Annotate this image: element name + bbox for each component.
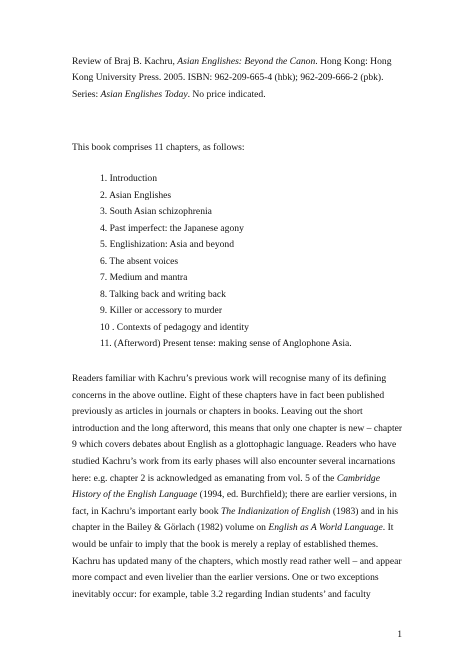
body-line [72, 471, 412, 488]
chapter-item: 9. Killer or accessory to murder [100, 305, 223, 316]
body-line: Readers familiar with Kachru’s previous work will recognise many of its defining [72, 373, 387, 384]
page-number: 1 [397, 629, 402, 640]
citation-line-1 [72, 54, 412, 70]
chapter-list [100, 171, 352, 353]
body-line: studied Kachru’s work from its early phases will also encounter several incarnations [72, 455, 396, 467]
citation-author: Review of Braj B. Kachru, [72, 56, 178, 67]
price-note: . No price indicated. [187, 88, 266, 100]
body-text-segment: fact, in Kachru’s important early book [72, 505, 221, 517]
body-line [72, 504, 412, 521]
chapter-item: 8. Talking back and writing back [100, 288, 226, 300]
body-line: concerns in the above outline. Eight of these chapters have in fact been published [72, 389, 385, 401]
chapter-item: 11. (Afterword) Present tense: making sense of Anglophone Asia. [100, 338, 352, 349]
series-title: Asian Englishes Today [100, 88, 188, 100]
chapter-item: 5. Englishization: Asia and beyond [100, 239, 235, 250]
body-text-segment: chapter in the Bailey & Görlach (1982) volume on [72, 522, 269, 534]
chapter-item: 1. Introduction [100, 173, 158, 184]
chapter-item: 3. South Asian schizophrenia [100, 206, 212, 217]
citation-publisher-start: . Hong Kong: Hong [315, 56, 392, 67]
body-text-segment: here: e.g. chapter 2 is acknowledged as emanating from vol. 5 of the [72, 472, 337, 484]
chapter-item: 4. Past imperfect: the Japanese agony [100, 222, 244, 234]
citation-line-2: Kong University Press. 2005. ISBN: 962-209-665-4 (hbk); 962-209-666-2 (pbk). [72, 72, 384, 84]
body-line: Kachru has updated many of the chapters, which mostly read rather well – and appear [72, 555, 402, 567]
body-line: previously as articles in journals or chapters in books. Leaving out the short [72, 406, 363, 418]
body-line: 9 which covers debates about English as a glottophagic language. Readers who have [72, 439, 397, 451]
body-line [72, 520, 412, 537]
cited-title: English as A World Language [268, 522, 383, 534]
body-text-segment: . It [382, 522, 394, 534]
body-line: inevitably occur: for example, table 3.2 regarding Indian students’ and faculty [72, 588, 371, 600]
body-text-segment: (1983) and in his [330, 505, 399, 517]
chapter-intro-text: This book comprises 11 chapters, as follows: [72, 142, 245, 153]
chapter-item: 10 . Contexts of pedagogy and identity [100, 321, 249, 333]
body-line [72, 487, 412, 504]
body-text-segment: (1994, ed. Burchfield); there are earlier versions, in [197, 489, 397, 501]
body-line: more compact and even livelier than the earlier versions. One or two exceptions [72, 572, 379, 584]
body-line: introduction and the long afterword, this means that only one chapter is new – chapter [72, 422, 403, 434]
cited-title: History of the English Language [72, 489, 198, 501]
book-title: Asian Englishes: Beyond the Canon [177, 56, 316, 67]
review-citation [72, 54, 412, 103]
series-label: Series: [72, 88, 101, 100]
cited-title: The Indianization of English [220, 505, 331, 517]
citation-line-3 [72, 87, 412, 103]
chapter-item: 2. Asian Englishes [100, 189, 172, 201]
chapter-item: 6. The absent voices [100, 255, 179, 267]
review-body-paragraph [72, 371, 412, 603]
cited-title: Cambridge [336, 472, 380, 484]
chapter-item: 7. Medium and mantra [100, 272, 188, 283]
body-line: would be unfair to imply that the book is merely a replay of established themes. [72, 538, 379, 550]
